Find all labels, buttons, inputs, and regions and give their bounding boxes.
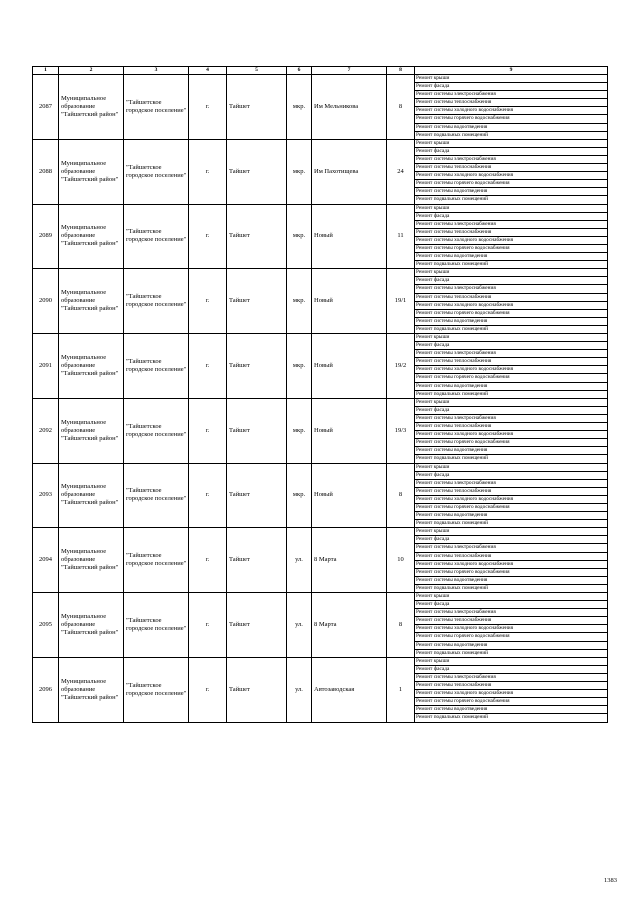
house-number-cell: 8 — [387, 593, 415, 658]
house-number-cell: 10 — [387, 528, 415, 593]
table-row — [33, 334, 608, 399]
locality-cell: Тайшет — [227, 139, 287, 204]
work-item: Ремонт фасада — [415, 536, 607, 544]
work-item: Ремонт подвальных помещений — [416, 584, 488, 591]
column-header: 8 — [387, 67, 415, 75]
work-item: Ремонт фасада — [415, 472, 607, 480]
repair-program-table — [32, 66, 608, 723]
street-type-cell: мкр. — [287, 269, 312, 334]
street-type-cell: ул. — [287, 657, 312, 722]
street-cell: Им Пахотищева — [312, 139, 387, 204]
street-type-cell: мкр. — [287, 334, 312, 399]
work-item: Ремонт системы холодного водоснабжения — [415, 107, 607, 115]
settlement-cell: "Тайшетское городское поселение" — [124, 334, 189, 399]
table-row — [33, 463, 608, 528]
work-item: Ремонт системы холодного водоснабжения — [415, 366, 607, 374]
work-item: Ремонт системы теплоснабжения — [415, 423, 607, 431]
locality-cell: Тайшет — [227, 463, 287, 528]
work-item: Ремонт системы водоотведения — [415, 577, 607, 585]
locality-type-cell: г. — [189, 398, 227, 463]
street-cell: Новый — [312, 204, 387, 269]
work-item: Ремонт фасада — [415, 277, 607, 285]
work-item: Ремонт системы горячего водоснабжения — [415, 245, 607, 253]
work-item: Ремонт фасада — [415, 342, 607, 350]
work-item: Ремонт фасада — [415, 407, 607, 415]
work-item: Ремонт системы горячего водоснабжения — [415, 504, 607, 512]
column-header: 7 — [312, 67, 387, 75]
street-cell: Новый — [312, 398, 387, 463]
street-type-cell: мкр. — [287, 398, 312, 463]
locality-cell: Тайшет — [227, 75, 287, 140]
work-item: Ремонт системы холодного водоснабжения — [415, 237, 607, 245]
street-cell: Новый — [312, 269, 387, 334]
work-item: Ремонт системы горячего водоснабжения — [415, 698, 607, 706]
locality-cell: Тайшет — [227, 398, 287, 463]
street-cell: 8 Марта — [312, 528, 387, 593]
street-cell: Автозаводская — [312, 657, 387, 722]
work-item: Ремонт подвальных помещений — [416, 261, 488, 268]
works-list-cell — [415, 528, 608, 593]
work-item: Ремонт системы водоотведения — [415, 706, 607, 714]
house-number-cell: 19/1 — [387, 269, 415, 334]
works-list-cell — [415, 204, 608, 269]
locality-cell: Тайшет — [227, 528, 287, 593]
work-item: Ремонт системы электроснабжения — [415, 350, 607, 358]
table-row — [33, 269, 608, 334]
table-row — [33, 75, 608, 140]
row-number: 2093 — [33, 463, 59, 528]
work-item: Ремонт фасада — [415, 83, 607, 91]
locality-cell: Тайшет — [227, 334, 287, 399]
municipality-cell: Муниципальное образование "Тайшетский район" — [59, 204, 124, 269]
works-list-cell — [415, 398, 608, 463]
work-item: Ремонт крыши — [415, 593, 607, 601]
table-row — [33, 204, 608, 269]
work-item: Ремонт фасада — [415, 148, 607, 156]
house-number-cell: 1 — [387, 657, 415, 722]
work-item: Ремонт фасада — [415, 666, 607, 674]
work-item: Ремонт системы холодного водоснабжения — [415, 431, 607, 439]
works-list-cell — [415, 269, 608, 334]
street-cell: Новый — [312, 334, 387, 399]
settlement-cell: "Тайшетское городское поселение" — [124, 593, 189, 658]
house-number-cell: 8 — [387, 75, 415, 140]
table-row — [33, 593, 608, 658]
settlement-cell: "Тайшетское городское поселение" — [124, 657, 189, 722]
work-item: Ремонт системы горячего водоснабжения — [415, 439, 607, 447]
work-item: Ремонт подвальных помещений — [416, 131, 488, 138]
settlement-cell: "Тайшетское городское поселение" — [124, 398, 189, 463]
works-list-cell — [415, 334, 608, 399]
municipality-cell: Муниципальное образование "Тайшетский район" — [59, 139, 124, 204]
column-header: 3 — [124, 67, 189, 75]
row-number: 2090 — [33, 269, 59, 334]
work-item: Ремонт системы теплоснабжения — [415, 682, 607, 690]
municipality-cell: Муниципальное образование "Тайшетский район" — [59, 269, 124, 334]
work-item: Ремонт крыши — [415, 399, 607, 407]
work-item: Ремонт системы горячего водоснабжения — [415, 633, 607, 641]
work-item: Ремонт системы электроснабжения — [415, 221, 607, 229]
municipality-cell: Муниципальное образование "Тайшетский район" — [59, 334, 124, 399]
locality-cell: Тайшет — [227, 204, 287, 269]
house-number-cell: 11 — [387, 204, 415, 269]
row-number: 2087 — [33, 75, 59, 140]
works-list-cell — [415, 75, 608, 140]
municipality-cell: Муниципальное образование "Тайшетский район" — [59, 528, 124, 593]
work-item: Ремонт подвальных помещений — [416, 649, 488, 656]
work-item: Ремонт системы холодного водоснабжения — [415, 302, 607, 310]
work-item: Ремонт системы горячего водоснабжения — [415, 310, 607, 318]
page-number: 1383 — [604, 877, 617, 884]
house-number-cell: 19/3 — [387, 398, 415, 463]
work-item: Ремонт системы холодного водоснабжения — [415, 625, 607, 633]
street-cell: Им Мельникова — [312, 75, 387, 140]
work-item: Ремонт системы электроснабжения — [415, 285, 607, 293]
row-number: 2089 — [33, 204, 59, 269]
work-item: Ремонт системы теплоснабжения — [415, 229, 607, 237]
work-item: Ремонт системы водоотведения — [415, 447, 607, 455]
street-type-cell: мкр. — [287, 463, 312, 528]
municipality-cell: Муниципальное образование "Тайшетский район" — [59, 657, 124, 722]
street-cell: 8 Марта — [312, 593, 387, 658]
settlement-cell: "Тайшетское городское поселение" — [124, 269, 189, 334]
municipality-cell: Муниципальное образование "Тайшетский район" — [59, 463, 124, 528]
work-item: Ремонт крыши — [415, 269, 607, 277]
work-item: Ремонт системы электроснабжения — [415, 91, 607, 99]
settlement-cell: "Тайшетское городское поселение" — [124, 463, 189, 528]
street-type-cell: ул. — [287, 593, 312, 658]
settlement-cell: "Тайшетское городское поселение" — [124, 204, 189, 269]
locality-cell: Тайшет — [227, 593, 287, 658]
work-item: Ремонт подвальных помещений — [416, 196, 488, 203]
locality-type-cell: г. — [189, 334, 227, 399]
work-item: Ремонт системы теплоснабжения — [415, 617, 607, 625]
column-header: 6 — [287, 67, 312, 75]
work-item: Ремонт системы горячего водоснабжения — [415, 374, 607, 382]
work-item: Ремонт подвальных помещений — [416, 325, 488, 332]
row-number: 2091 — [33, 334, 59, 399]
work-item: Ремонт системы холодного водоснабжения — [415, 496, 607, 504]
settlement-cell: "Тайшетское городское поселение" — [124, 75, 189, 140]
column-header: 5 — [227, 67, 287, 75]
municipality-cell: Муниципальное образование "Тайшетский район" — [59, 593, 124, 658]
row-number: 2095 — [33, 593, 59, 658]
work-item: Ремонт системы электроснабжения — [415, 544, 607, 552]
locality-type-cell: г. — [189, 75, 227, 140]
work-item: Ремонт системы водоотведения — [415, 383, 607, 391]
work-item: Ремонт системы теплоснабжения — [415, 358, 607, 366]
table-row — [33, 528, 608, 593]
work-item: Ремонт фасада — [415, 601, 607, 609]
work-item: Ремонт подвальных помещений — [416, 455, 488, 462]
work-item: Ремонт крыши — [415, 528, 607, 536]
work-item: Ремонт системы теплоснабжения — [415, 164, 607, 172]
work-item: Ремонт крыши — [415, 658, 607, 666]
work-item: Ремонт крыши — [415, 205, 607, 213]
work-item: Ремонт системы электроснабжения — [415, 156, 607, 164]
locality-type-cell: г. — [189, 269, 227, 334]
works-list-cell — [415, 139, 608, 204]
works-list-cell — [415, 657, 608, 722]
work-item: Ремонт системы холодного водоснабжения — [415, 561, 607, 569]
table-row — [33, 398, 608, 463]
municipality-cell: Муниципальное образование "Тайшетский район" — [59, 398, 124, 463]
street-type-cell: мкр. — [287, 204, 312, 269]
work-item: Ремонт системы водоотведения — [415, 188, 607, 196]
house-number-cell: 24 — [387, 139, 415, 204]
work-item: Ремонт системы холодного водоснабжения — [415, 690, 607, 698]
column-header: 1 — [33, 67, 59, 75]
work-item: Ремонт крыши — [415, 75, 607, 83]
locality-cell: Тайшет — [227, 657, 287, 722]
street-cell: Новый — [312, 463, 387, 528]
row-number: 2096 — [33, 657, 59, 722]
work-item: Ремонт системы электроснабжения — [415, 674, 607, 682]
work-item: Ремонт системы горячего водоснабжения — [415, 569, 607, 577]
row-number: 2094 — [33, 528, 59, 593]
table-row — [33, 139, 608, 204]
work-item: Ремонт крыши — [415, 464, 607, 472]
work-item: Ремонт крыши — [415, 140, 607, 148]
locality-type-cell: г. — [189, 139, 227, 204]
street-type-cell: мкр. — [287, 139, 312, 204]
locality-type-cell: г. — [189, 657, 227, 722]
column-header: 4 — [189, 67, 227, 75]
table-body — [33, 75, 608, 723]
work-item: Ремонт системы водоотведения — [415, 642, 607, 650]
work-item: Ремонт системы теплоснабжения — [415, 553, 607, 561]
work-item: Ремонт системы водоотведения — [415, 512, 607, 520]
column-header: 9 — [415, 67, 608, 75]
work-item: Ремонт подвальных помещений — [416, 520, 488, 527]
work-item: Ремонт системы теплоснабжения — [415, 99, 607, 107]
work-item: Ремонт системы электроснабжения — [415, 609, 607, 617]
table-row — [33, 657, 608, 722]
locality-type-cell: г. — [189, 204, 227, 269]
settlement-cell: "Тайшетское городское поселение" — [124, 528, 189, 593]
work-item: Ремонт системы электроснабжения — [415, 415, 607, 423]
work-item: Ремонт системы электроснабжения — [415, 480, 607, 488]
locality-type-cell: г. — [189, 528, 227, 593]
street-type-cell: мкр. — [287, 75, 312, 140]
row-number: 2088 — [33, 139, 59, 204]
work-item: Ремонт крыши — [415, 334, 607, 342]
column-header: 2 — [59, 67, 124, 75]
works-list-cell — [415, 593, 608, 658]
table-header-row — [33, 67, 608, 75]
work-item: Ремонт системы горячего водоснабжения — [415, 115, 607, 123]
work-item: Ремонт системы теплоснабжения — [415, 488, 607, 496]
locality-type-cell: г. — [189, 463, 227, 528]
settlement-cell: "Тайшетское городское поселение" — [124, 139, 189, 204]
street-type-cell: ул. — [287, 528, 312, 593]
locality-type-cell: г. — [189, 593, 227, 658]
work-item: Ремонт фасада — [415, 213, 607, 221]
works-list-cell — [415, 463, 608, 528]
work-item: Ремонт системы водоотведения — [415, 318, 607, 326]
house-number-cell: 8 — [387, 463, 415, 528]
house-number-cell: 19/2 — [387, 334, 415, 399]
work-item: Ремонт системы горячего водоснабжения — [415, 180, 607, 188]
work-item: Ремонт системы водоотведения — [415, 124, 607, 132]
work-item: Ремонт системы водоотведения — [415, 253, 607, 261]
municipality-cell: Муниципальное образование "Тайшетский район" — [59, 75, 124, 140]
work-item: Ремонт системы теплоснабжения — [415, 294, 607, 302]
locality-cell: Тайшет — [227, 269, 287, 334]
row-number: 2092 — [33, 398, 59, 463]
work-item: Ремонт подвальных помещений — [416, 714, 488, 721]
work-item: Ремонт подвальных помещений — [416, 390, 488, 397]
work-item: Ремонт системы холодного водоснабжения — [415, 172, 607, 180]
